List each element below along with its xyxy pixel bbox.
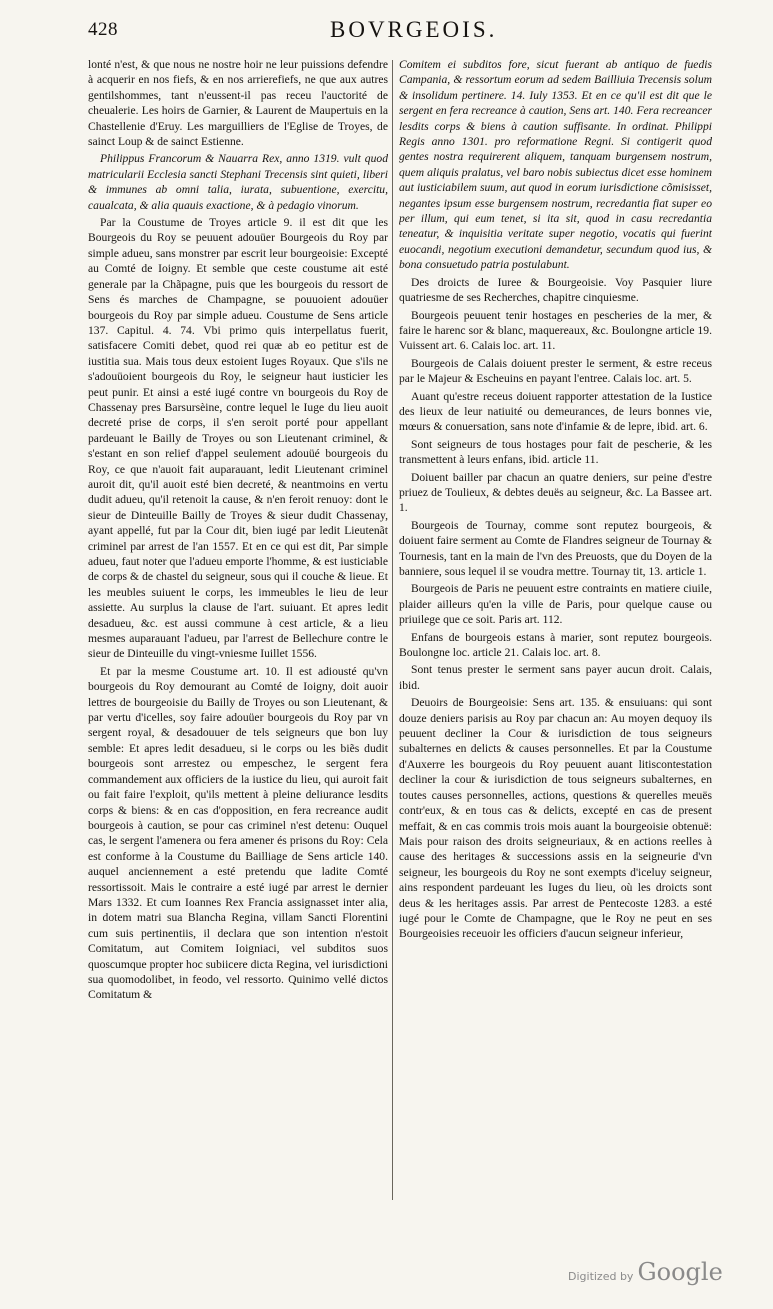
paragraph: lonté n'est, & que nous ne nostre hoir ne leur puissions defendre à acquerir en nos fiefs, & en nos arrierefiefs, ne que aux autres gentilshommes, tant n'eussent-il pas receu l'auctorité de cheualerie. Les hoirs de Garnier, & Laurent de Maupertuis en la Chastellenie d'Eruy. Les marguilliers de l'Eglise de Troyes, de sainct Loup & de sainct Estienne. — [88, 58, 388, 149]
paragraph: Bourgeois de Calais doiuent prester le serment, & estre receus par le Majeur & Escheuins en payant l'entree. Calais loc. art. 5. — [399, 356, 712, 386]
paragraph: Sont tenus prester le serment sans payer aucun droit. Calais, ibid. — [399, 663, 712, 692]
latin-citation: Philippus Francorum & Nauarra Rex, anno 1319. vult quod matricularii Ecclesia sancti Stephani Trecensis sint quieti, liberi & immunes ab omni talia, iurata, subuentione, exercitu, caualcata, & alia quauis exactione, & à pedagio vinorum. — [88, 152, 388, 212]
paragraph: Bourgeois de Paris ne peuuent estre contraints en matiere ciuile, plaider ailleurs qu'en la ville de Paris, pour quelque cause ou priuilege que ce soit. Paris art. 112. — [399, 582, 712, 627]
watermark-prefix: Digitized by — [568, 1270, 634, 1283]
page-number: 428 — [88, 19, 118, 40]
paragraph: Deuoirs de Bourgeoisie: Sens art. 135. & ensuiuans: qui sont douze deniers parisis au Roy par chacun an: Au moyen dequoy ils peuuent decliner la Cour & iurisdiction de tous seigneurs subalternes en delicts & causes personnelles. Et par la Coustume d'Auxerre les bourgeois du Roy peuuent auant litiscontestation decliner la cour & iurisdiction de tous seigneurs subalternes, en toutes causes personnelles, actions, questions & querelles meuës contr'eux, & en tous cas & delicts, excepté en cas de present meffait, & en cas commis trois mois auant la bourgeoisie obtenuë: Mais pour raison des droits seigneuriaux, & en actions reelles à cause des heritages & successions assis en la seigneurie d'vn seigneur, les bourgeois du Roy ne sont exempts d'iceluy seigneur, ains respondent pardeuant les Iuges du lieu, où les droicts sont deus & les heritages assis. Par arrest de Pentecoste 1283. a esté iugé pour le Comte de Champagne, que le Roy ne peut en ses Bourgeoisies receuoir les officiers d'aucun seigneur inferieur, — [399, 696, 712, 941]
paragraph: Des droicts de Iuree & Bourgeoisie. Voy Pasquier liure quatriesme de ses Recherches, chapitre cinquiesme. — [399, 275, 712, 305]
column-divider — [392, 60, 393, 1200]
paragraph: Doiuent bailler par chacun an quatre deniers, sur peine d'estre priuez de Toulieux, & debtes deuës au seigneur, &c. La Bassee art. 1. — [399, 470, 712, 515]
running-head: BOVRGEOIS. — [330, 17, 498, 42]
paragraph: Sont seigneurs de tous hostages pour fait de pescherie, & les transmettent à leurs enfans, ibid. article 11. — [399, 437, 712, 467]
paragraph: Bourgeois de Tournay, comme sont reputez bourgeois, & doiuent faire serment au Comte de Flandres seigneur de Tournay & Tournesis, tant en la main de l'vn des Preuosts, que du Doyen de la banniere, sous lequel il se voudra mettre. Tournay tit, 13. article 1. — [399, 518, 712, 578]
paragraph: Enfans de bourgeois estans à marier, sont reputez bourgeois. Boulongne loc. article 21. Calais loc. art. 8. — [399, 630, 712, 660]
paragraph: Par la Coustume de Troyes article 9. il est dit que les Bourgeois du Roy se peuuent adouüer Bourgeois du Roy par simple adueu, sans monstrer par escrit leur bourgeoisie: Excepté au Comté de Ioigny. Et semble que ceste coustume ait esté generale par la Chãpagne, puis que les bourgeois du ressort de Sens és marches de Champagne, se pouuoient adouüer bourgeois du Roy par simple adueu. Coustume de Sens article 137. Capitul. 4. 74. Vbi primo quis interpellatus fuerit, satisfacere Comiti debet, quod rei quæ ab eo petitur est de iustitia sua. Mais tous deux estoient Iuges Royaux. Que s'ils ne s'adouüoient bourgeois du Roy, le seigneur haut iusticier les peut punir. Et ainsi a esté iugé contre vn bourgeois du Roy de Chassenay pres Barsursèine, contre lequel le Iuge du lieu auoit decreté prise de corps, il s'en seroit porté pour appellant pardeuant le Bailly de Troyes ou son Lieutenant criminel, & s'estant en son relief d'appel seulement adouüé bourgeois du Roy, ce que n'auoit fait auparauant, ledit Lieutenant criminel auroit dit, qu'il auoit esté bien decreté, & neantmoins en vertu dudit adueu, qu'il retenoit la cause, & n'en feroit renuoy: dont le sieur de Dinteuille Bailly de Troyes & sieur dudit Chassenay, ayant appellé, fut par la Cour dit, bien iugé par ledit Lieutenãt criminel par arrest de l'an 1557. Et en ce qui est dit, Par simple adueu, faut noter que l'adueu emporte l'homme, & est iusticiable de corps & de chastel du seigneur, sous qui il couche & lieue. Et les meubles suiuent le corps, les immeubles le lieu de leur assiette. Au surplus la clause de l'art. suiuant. Et apres ledit desadueu, &c. est aussi commune à cest article, & a lieu mesmes auparauant l'adueu, par l'arrest de Bellechure contre le sieur de Dinteuille du vingt-vniesme Iuillet 1556. — [88, 216, 388, 661]
right-column — [399, 57, 712, 1217]
latin-citation: Comitem ei subditos fore, sicut fuerant ab antiquo de fuedis Campania, & ressortum eorum ad sedem Bailliuia Trecensis solum & insolidum pertinere. 14. Iuly 1353. Et en ce qu'il est dit que le sergent en fera recreance à caution, Sens art. 140. Fera recreancer lesdits corps & biens à caution suffisante. In ordinat. Philippi Regis anno 1301. pro reformatione Regni. Si contigerit quod gentes nostra requirerent aliquem, tanquam burgensem nostrum, quem aliquis pralatus, vel baro nobis subiectus dicet esse hominem aut iusticiabilem suum, aut quod in eorum iurisdictione cõmisisset, negantes ipsum esse burgensem nostrum, recredantia fiat super eo per illum, qui eum tenet, si ita sit, quod in casu recredantia teneatur, & inquisitia veritate super negotio, vocatis qui fuerint euocandi, negotium executioni demandetur, secundum quod ius, & bona consuetudo patria postulabunt. — [399, 58, 712, 272]
paragraph: Auant qu'estre receus doiuent rapporter attestation de la Iustice des lieux de leur natiuité ou demeurances, de leurs bonnes vie, mœurs & conuersation, sans note d'infamie & de lepre, ibid. art. 6. — [399, 389, 712, 434]
left-column — [88, 57, 388, 1217]
paragraph: Et par la mesme Coustume art. 10. Il est adiousté qu'vn bourgeois du Roy demourant au Comté de Ioigny, doit auoir lettres de bourgeoisie du Bailly de Troyes ou son Lieutenant, & par vertu d'icelles, soy faire adouüer bourgeois du Roy par vn sergent royal, & desadouuer de tels seigneurs que bon luy semble: Et apres ledit desadueu, si le corps ou les biẽs dudit bourgeois sont arrestez ou empeschez, le sergent fera commandement aux officiers de la iustice du lieu, qui auroit fait ou fait faire l'exploit, qu'ils mettent à pleine deliurance lesdits corps & biens: & en cas d'opposition, en fera recreance audit bourgeois à caution, se pour cas criminel n'est detenu: Ouquel cas, le sergent l'amenera ou fera amener és prisons du Roy: Cela est conforme à la Coustume du Bailliage de Sens article 140. auquel anciennement a esté pretendu que ladite Comté ressortissoit. Mais le contraire a esté iugé par arrest le dernier Mars 1332. Et cum Ioannes Rex Francia assignasset inter alia, in dotem matri sua Blancha Regina, villam Sancti Florentini cum suis pertinentiis, il declara que son intention n'estoit Comitatum, aut Comitem Ioigniaci, vel subditos suos quoscumque propter hoc subiicere dicta Regina, vel iurisdictioni sua quomodolibet, in feodo, vel ressorto. Quinimo vellé dictos Comitatum & — [88, 664, 388, 1002]
google-watermark — [568, 1258, 723, 1286]
paragraph: Bourgeois peuuent tenir hostages en pescheries de la mer, & faire le harenc sor & blanc, maquereaux, &c. Boulongne article 19. Vuissent art. 6. Calais loc. art. 11. — [399, 308, 712, 353]
watermark-brand: Google — [637, 1258, 723, 1286]
